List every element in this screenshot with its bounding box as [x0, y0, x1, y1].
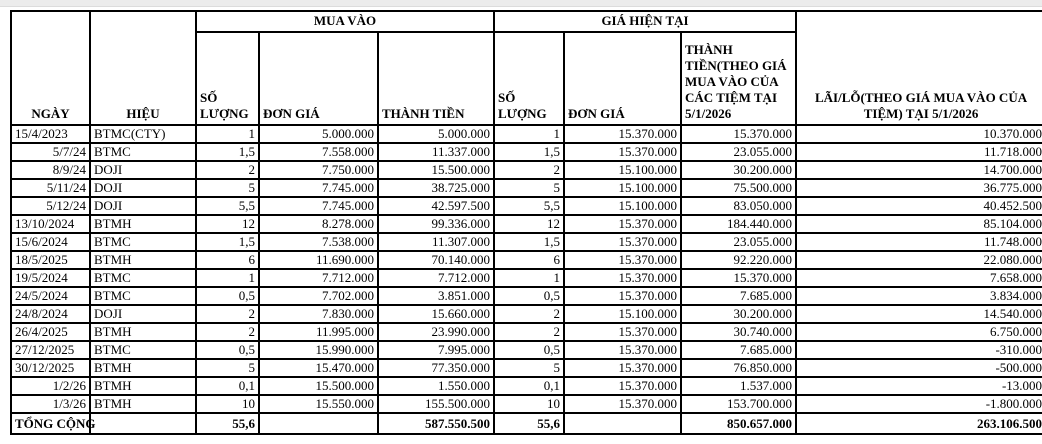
total-buy-unit-price-cell	[259, 413, 378, 434]
brand-cell: BTMH	[90, 251, 196, 269]
brand-cell: DOJI	[90, 179, 196, 197]
profit-loss-cell: 7.658.000	[796, 269, 1042, 287]
cur-qty-cell: 12	[494, 215, 564, 233]
buy-unit-price-cell: 7.830.000	[259, 305, 378, 323]
current-qty-column-header: SỐ LƯỢNG	[494, 32, 564, 125]
brand-cell: BTMH	[90, 377, 196, 395]
profit-loss-cell: 14.540.000	[796, 305, 1042, 323]
table-row	[11, 323, 1042, 341]
current-unit-price-column-header: ĐƠN GIÁ	[564, 32, 681, 125]
cur-unit-price-cell: 15.370.000	[564, 215, 681, 233]
profit-loss-cell: 14.700.000	[796, 161, 1042, 179]
buy-unit-price-cell: 5.000.000	[259, 125, 378, 143]
cur-unit-price-cell: 15.370.000	[564, 269, 681, 287]
table-row	[11, 179, 1042, 197]
date-cell: 26/4/2025	[11, 323, 90, 341]
cur-unit-price-cell: 15.100.000	[564, 179, 681, 197]
profit-loss-cell: 40.452.500	[796, 197, 1042, 215]
cur-qty-cell: 5	[494, 359, 564, 377]
cur-unit-price-cell: 15.370.000	[564, 341, 681, 359]
profit-loss-cell: -500.000	[796, 359, 1042, 377]
cur-unit-price-cell: 15.370.000	[564, 125, 681, 143]
buy-unit-price-cell: 7.702.000	[259, 287, 378, 305]
brand-cell: DOJI	[90, 305, 196, 323]
table-row	[11, 233, 1042, 251]
buy-total-cell: 11.307.000	[378, 233, 494, 251]
profit-loss-cell: 10.370.000	[796, 125, 1042, 143]
brand-cell: BTMH	[90, 215, 196, 233]
buy-qty-cell: 2	[196, 305, 259, 323]
current-price-group-header: GIÁ HIỆN TẠI	[494, 11, 796, 32]
cur-total-cell: 15.370.000	[681, 125, 796, 143]
table-row	[11, 341, 1042, 359]
buy-unit-price-cell: 15.990.000	[259, 341, 378, 359]
gold-purchase-table	[10, 10, 1042, 435]
buy-total-cell: 99.336.000	[378, 215, 494, 233]
cur-qty-cell: 6	[494, 251, 564, 269]
buy-unit-price-cell: 7.712.000	[259, 269, 378, 287]
cur-qty-cell: 2	[494, 323, 564, 341]
table-row	[11, 269, 1042, 287]
buy-unit-price-cell: 11.995.000	[259, 323, 378, 341]
cur-unit-price-cell: 15.370.000	[564, 323, 681, 341]
buy-total-cell: 7.712.000	[378, 269, 494, 287]
cur-unit-price-cell: 15.370.000	[564, 359, 681, 377]
cur-total-cell: 30.200.000	[681, 305, 796, 323]
total-current-total-cell: 850.657.000	[681, 413, 796, 434]
buy-total-cell: 15.660.000	[378, 305, 494, 323]
total-buy-qty-cell: 55,6	[196, 413, 259, 434]
buy-total-cell: 15.500.000	[378, 161, 494, 179]
profit-loss-cell: 85.104.000	[796, 215, 1042, 233]
total-buy-total-cell: 587.550.500	[378, 413, 494, 434]
brand-cell: BTMC	[90, 143, 196, 161]
buy-total-cell: 70.140.000	[378, 251, 494, 269]
date-cell: 5/12/24	[11, 197, 90, 215]
date-cell: 30/12/2025	[11, 359, 90, 377]
buy-unit-price-column-header: ĐƠN GIÁ	[259, 32, 378, 125]
profit-loss-cell: -310.000	[796, 341, 1042, 359]
cur-qty-cell: 0,5	[494, 341, 564, 359]
cur-total-cell: 30.740.000	[681, 323, 796, 341]
cur-qty-cell: 1,5	[494, 233, 564, 251]
cur-unit-price-cell: 15.100.000	[564, 305, 681, 323]
cur-total-cell: 153.700.000	[681, 395, 796, 413]
table-row	[11, 305, 1042, 323]
buy-unit-price-cell: 15.470.000	[259, 359, 378, 377]
brand-cell: DOJI	[90, 161, 196, 179]
table-row	[11, 251, 1042, 269]
buy-qty-cell: 12	[196, 215, 259, 233]
buy-total-cell: 1.550.000	[378, 377, 494, 395]
buy-qty-cell: 1	[196, 269, 259, 287]
table-row	[11, 143, 1042, 161]
total-current-qty-cell: 55,6	[494, 413, 564, 434]
cur-total-cell: 7.685.000	[681, 287, 796, 305]
table-row	[11, 377, 1042, 395]
cur-total-cell: 30.200.000	[681, 161, 796, 179]
cur-total-cell: 184.440.000	[681, 215, 796, 233]
date-cell: 5/7/24	[11, 143, 90, 161]
profit-loss-cell: 11.718.000	[796, 143, 1042, 161]
date-cell: 5/11/24	[11, 179, 90, 197]
cur-qty-cell: 2	[494, 305, 564, 323]
cur-qty-cell: 5	[494, 179, 564, 197]
date-column-header: NGÀY	[11, 11, 90, 125]
buy-total-cell: 7.995.000	[378, 341, 494, 359]
buy-total-cell: 42.597.500	[378, 197, 494, 215]
profit-loss-cell: -1.800.000	[796, 395, 1042, 413]
buy-unit-price-cell: 11.690.000	[259, 251, 378, 269]
profit-loss-cell: 11.748.000	[796, 233, 1042, 251]
buy-qty-column-header: SỐ LƯỢNG	[196, 32, 259, 125]
cur-total-cell: 75.500.000	[681, 179, 796, 197]
cur-total-cell: 23.055.000	[681, 143, 796, 161]
cur-total-cell: 76.850.000	[681, 359, 796, 377]
profit-loss-cell: 6.750.000	[796, 323, 1042, 341]
table-row	[11, 215, 1042, 233]
date-cell: 15/4/2023	[11, 125, 90, 143]
date-cell: 1/3/26	[11, 395, 90, 413]
buy-qty-cell: 5,5	[196, 197, 259, 215]
table-row	[11, 197, 1042, 215]
cur-total-cell: 7.685.000	[681, 341, 796, 359]
cur-total-cell: 92.220.000	[681, 251, 796, 269]
date-cell: 24/5/2024	[11, 287, 90, 305]
buy-unit-price-cell: 15.500.000	[259, 377, 378, 395]
cur-unit-price-cell: 15.370.000	[564, 377, 681, 395]
current-total-column-header: THÀNH TIỀN(THEO GIÁ MUA VÀO CỦA CÁC TIỆM TẠI 5/1/2026	[681, 32, 796, 125]
total-label-cell: TỔNG CỘNG	[11, 413, 90, 434]
buy-total-cell: 11.337.000	[378, 143, 494, 161]
buy-total-cell: 3.851.000	[378, 287, 494, 305]
cur-qty-cell: 1	[494, 125, 564, 143]
cur-total-cell: 1.537.000	[681, 377, 796, 395]
buy-qty-cell: 6	[196, 251, 259, 269]
buy-unit-price-cell: 7.745.000	[259, 179, 378, 197]
brand-cell: BTMH	[90, 323, 196, 341]
cur-total-cell: 23.055.000	[681, 233, 796, 251]
cur-qty-cell: 0,1	[494, 377, 564, 395]
buy-total-cell: 23.990.000	[378, 323, 494, 341]
buy-unit-price-cell: 15.550.000	[259, 395, 378, 413]
profit-loss-cell: -13.000	[796, 377, 1042, 395]
profit-loss-cell: 22.080.000	[796, 251, 1042, 269]
brand-cell: BTMC	[90, 269, 196, 287]
table-row	[11, 287, 1042, 305]
cur-unit-price-cell: 15.370.000	[564, 395, 681, 413]
cur-qty-cell: 0,5	[494, 287, 564, 305]
cur-qty-cell: 2	[494, 161, 564, 179]
buy-unit-price-cell: 7.538.000	[259, 233, 378, 251]
group-header-row	[11, 11, 1042, 32]
buy-unit-price-cell: 7.750.000	[259, 161, 378, 179]
buy-qty-cell: 1,5	[196, 143, 259, 161]
buy-unit-price-cell: 7.745.000	[259, 197, 378, 215]
cur-unit-price-cell: 15.100.000	[564, 161, 681, 179]
table-row	[11, 359, 1042, 377]
brand-cell: BTMC	[90, 287, 196, 305]
profit-loss-cell: 36.775.000	[796, 179, 1042, 197]
date-cell: 1/2/26	[11, 377, 90, 395]
profit-loss-cell: 3.834.000	[796, 287, 1042, 305]
cur-qty-cell: 1	[494, 269, 564, 287]
brand-cell: BTMH	[90, 395, 196, 413]
cur-unit-price-cell: 15.370.000	[564, 287, 681, 305]
buy-qty-cell: 0,5	[196, 287, 259, 305]
buy-qty-cell: 5	[196, 359, 259, 377]
buy-total-cell: 5.000.000	[378, 125, 494, 143]
buy-total-column-header: THÀNH TIỀN	[378, 32, 494, 125]
buy-group-header: MUA VÀO	[196, 11, 494, 32]
buy-qty-cell: 0,5	[196, 341, 259, 359]
brand-cell: BTMC	[90, 341, 196, 359]
table-row	[11, 161, 1042, 179]
cur-qty-cell: 1,5	[494, 143, 564, 161]
table-row	[11, 395, 1042, 413]
buy-qty-cell: 1	[196, 125, 259, 143]
cur-unit-price-cell: 15.370.000	[564, 251, 681, 269]
total-row	[11, 413, 1042, 434]
total-current-unit-price-cell	[564, 413, 681, 434]
buy-total-cell: 38.725.000	[378, 179, 494, 197]
cur-unit-price-cell: 15.370.000	[564, 143, 681, 161]
cur-unit-price-cell: 15.370.000	[564, 233, 681, 251]
brand-cell: BTMC(CTY)	[90, 125, 196, 143]
total-profit-loss-cell: 263.106.500	[796, 413, 1042, 434]
buy-qty-cell: 0,1	[196, 377, 259, 395]
total-brand-cell	[90, 413, 196, 434]
buy-unit-price-cell: 8.278.000	[259, 215, 378, 233]
buy-total-cell: 77.350.000	[378, 359, 494, 377]
buy-qty-cell: 1,5	[196, 233, 259, 251]
table-body	[11, 125, 1042, 413]
cur-qty-cell: 5,5	[494, 197, 564, 215]
buy-qty-cell: 2	[196, 161, 259, 179]
date-cell: 18/5/2025	[11, 251, 90, 269]
profit-loss-column-header: LÃI/LỖ(THEO GIÁ MUA VÀO CỦA TIỆM) TẠI 5/1/2026	[796, 11, 1042, 125]
brand-cell: BTMC	[90, 233, 196, 251]
date-cell: 19/5/2024	[11, 269, 90, 287]
buy-qty-cell: 5	[196, 179, 259, 197]
buy-unit-price-cell: 7.558.000	[259, 143, 378, 161]
cur-qty-cell: 10	[494, 395, 564, 413]
cur-total-cell: 15.370.000	[681, 269, 796, 287]
buy-qty-cell: 10	[196, 395, 259, 413]
brand-cell: DOJI	[90, 197, 196, 215]
brand-cell: BTMH	[90, 359, 196, 377]
date-cell: 15/6/2024	[11, 233, 90, 251]
date-cell: 13/10/2024	[11, 215, 90, 233]
brand-column-header: HIỆU	[90, 11, 196, 125]
buy-qty-cell: 2	[196, 323, 259, 341]
window-edge-strip	[0, 0, 1042, 7]
date-cell: 24/8/2024	[11, 305, 90, 323]
buy-total-cell: 155.500.000	[378, 395, 494, 413]
cur-total-cell: 83.050.000	[681, 197, 796, 215]
date-cell: 8/9/24	[11, 161, 90, 179]
cur-unit-price-cell: 15.100.000	[564, 197, 681, 215]
date-cell: 27/12/2025	[11, 341, 90, 359]
table-row	[11, 125, 1042, 143]
